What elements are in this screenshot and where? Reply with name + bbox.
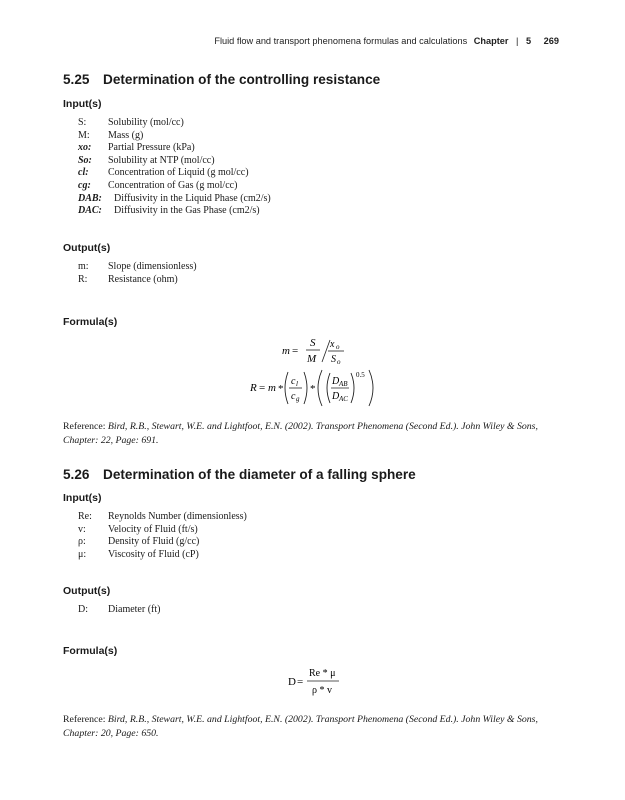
- svg-text:D: D: [288, 676, 296, 688]
- input-item: [78, 117, 271, 130]
- input-item: [78, 193, 271, 206]
- variable-desc: Viscosity of Fluid (cP): [108, 548, 199, 560]
- inputs-label: Input(s): [63, 492, 102, 504]
- variable-symbol: DAB:: [78, 192, 102, 204]
- svg-text:=: =: [259, 382, 266, 394]
- variable-desc: Mass (g): [108, 129, 144, 141]
- output-item: [78, 604, 160, 617]
- output-item: [78, 274, 197, 287]
- variable-desc: Density of Fluid (g/cc): [108, 536, 200, 548]
- variable-symbol: v:: [78, 523, 86, 535]
- variable-symbol: Re:: [78, 511, 92, 522]
- svg-text:g: g: [296, 395, 300, 403]
- section-number: 5.25: [63, 72, 90, 87]
- svg-text:o: o: [337, 358, 341, 366]
- inputs-list: [78, 511, 247, 561]
- formula-resistance: [248, 368, 388, 408]
- svg-text:AB: AB: [339, 380, 348, 388]
- svg-text:=: =: [297, 676, 304, 688]
- reference-prefix: Reference:: [63, 714, 106, 725]
- reference-text: Bird, R.B., Stewart, W.E. and Lightfoot, E.N. (2002). Transport Phenomena (Second Ed.). John Wiley & Sons, Chapter: 22, Page: 691.: [63, 421, 538, 446]
- inputs-label: Input(s): [63, 98, 102, 110]
- section-title-5-26: [63, 467, 563, 482]
- input-item: [78, 524, 247, 537]
- variable-desc: Slope (dimensionless): [108, 261, 197, 272]
- formulas-label: Formula(s): [63, 316, 118, 328]
- variable-symbol: So:: [78, 154, 92, 166]
- variable-symbol: xo:: [78, 142, 92, 154]
- variable-symbol: ρ:: [78, 536, 86, 548]
- svg-text:D: D: [332, 391, 340, 402]
- outputs-list: [78, 261, 197, 286]
- variable-symbol: S:: [78, 117, 87, 128]
- page-number: 269: [543, 36, 559, 46]
- svg-text:m: m: [282, 345, 290, 357]
- section-title: Determination of the controlling resistance: [103, 72, 381, 87]
- inputs-list: [78, 117, 271, 218]
- variable-desc: Partial Pressure (kPa): [108, 142, 195, 154]
- svg-text:0.5: 0.5: [356, 371, 365, 379]
- formulas-label: Formula(s): [63, 645, 118, 657]
- input-item: [78, 155, 271, 168]
- variable-desc: Velocity of Fluid (ft/s): [108, 523, 198, 535]
- section-title: Determination of the diameter of a falling sphere: [103, 467, 416, 482]
- input-item: [78, 130, 271, 143]
- variable-desc: Solubility (mol/cc): [108, 117, 184, 128]
- variable-symbol: M:: [78, 129, 90, 141]
- svg-text:l: l: [296, 380, 298, 388]
- formula-diameter: [286, 664, 356, 698]
- svg-text:S: S: [310, 337, 316, 349]
- separator: |: [516, 36, 519, 46]
- svg-text:*: *: [278, 383, 284, 395]
- running-head: [214, 36, 559, 46]
- chapter-label: Chapter: [473, 36, 509, 46]
- svg-text:o: o: [336, 343, 340, 351]
- section-title-5-25: [63, 72, 563, 87]
- input-item: [78, 180, 271, 193]
- output-item: [78, 261, 197, 274]
- input-item: [78, 142, 271, 155]
- variable-desc: Diffusivity in the Gas Phase (cm2/s): [114, 205, 260, 217]
- outputs-list: [78, 604, 160, 617]
- reference: [63, 713, 563, 740]
- variable-desc: Diffusivity in the Liquid Phase (cm2/s): [114, 192, 271, 204]
- svg-text:AC: AC: [339, 395, 348, 403]
- variable-desc: Diameter (ft): [108, 604, 161, 615]
- formula-slope: [280, 332, 370, 368]
- variable-symbol: μ:: [78, 548, 87, 560]
- variable-symbol: DAC:: [78, 205, 102, 217]
- section-number: 5.26: [63, 467, 90, 482]
- outputs-label: Output(s): [63, 585, 111, 597]
- running-title: Fluid flow and transport phenomena formulas and calculations: [214, 36, 468, 46]
- outputs-label: Output(s): [63, 242, 111, 254]
- variable-desc: Solubility at NTP (mol/cc): [108, 154, 215, 166]
- variable-desc: Reynolds Number (dimensionless): [108, 511, 247, 522]
- input-item: [78, 205, 271, 218]
- variable-desc: Concentration of Gas (g mol/cc): [108, 179, 238, 191]
- svg-text:S: S: [331, 354, 336, 365]
- variable-desc: Concentration of Liquid (g mol/cc): [108, 167, 249, 179]
- svg-text:m: m: [268, 382, 276, 394]
- chapter-number: 5: [525, 36, 532, 46]
- input-item: [78, 536, 247, 549]
- svg-text:=: =: [292, 345, 299, 357]
- svg-text:R: R: [250, 382, 257, 394]
- svg-text:D: D: [332, 376, 340, 387]
- variable-symbol: cg:: [78, 179, 91, 191]
- reference: [63, 420, 563, 447]
- input-item: [78, 511, 247, 524]
- svg-text:x: x: [330, 339, 335, 350]
- reference-text: Bird, R.B., Stewart, W.E. and Lightfoot, E.N. (2002). Transport Phenomena (Second Ed.). John Wiley & Sons, Chapter: 20, Page: 650.: [63, 714, 538, 739]
- svg-text:Re * μ: Re * μ: [309, 668, 336, 679]
- variable-symbol: m:: [78, 261, 89, 272]
- svg-text:ρ * v: ρ * v: [312, 685, 332, 696]
- variable-desc: Resistance (ohm): [108, 273, 178, 285]
- reference-prefix: Reference:: [63, 421, 106, 432]
- svg-text:c: c: [291, 391, 296, 402]
- variable-symbol: cl:: [78, 167, 89, 179]
- svg-text:M: M: [307, 353, 317, 365]
- variable-symbol: R:: [78, 273, 88, 285]
- input-item: [78, 549, 247, 562]
- svg-text:c: c: [291, 376, 296, 387]
- variable-symbol: D:: [78, 604, 88, 615]
- input-item: [78, 167, 271, 180]
- svg-text:*: *: [310, 383, 316, 395]
